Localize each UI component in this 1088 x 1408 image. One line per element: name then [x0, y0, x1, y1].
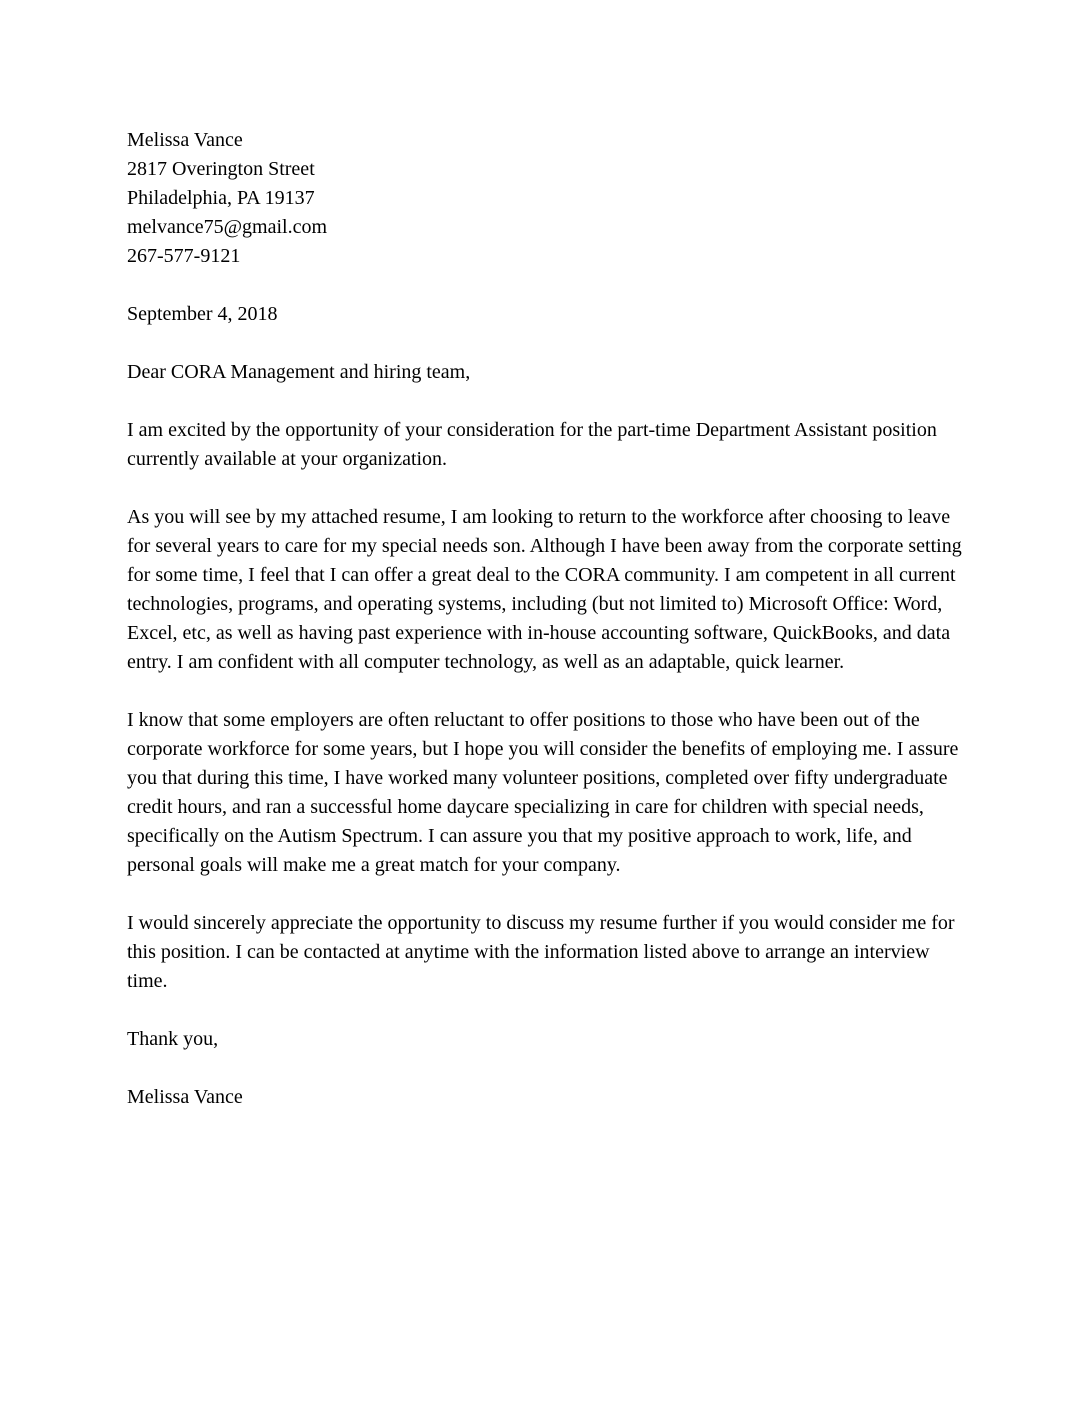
- body-paragraph-4: I would sincerely appreciate the opportunity to discuss my resume further if you would consider me for this position. I can be contacted at anytime with the information listed above to arrange an interview time.: [127, 912, 955, 992]
- sender-email: melvance75@gmail.com: [127, 216, 328, 238]
- sender-street: 2817 Overington Street: [127, 158, 315, 180]
- body-paragraph-3: I know that some employers are often reluctant to offer positions to those who have been out of the corporate workforce for some years, but I hope you will consider the benefits of employing me. I assure you that during this time, I have worked many volunteer positions, completed over fifty undergraduate credit hours, and ran a successful home daycare specializing in care for children with special needs, specifically on the Autism Spectrum. I can assure you that my positive approach to work, life, and personal goals will make me a great match for your company.: [127, 709, 959, 876]
- salutation: Dear CORA Management and hiring team,: [127, 361, 471, 383]
- cover-letter: [127, 126, 962, 1112]
- body-paragraph-1: I am excited by the opportunity of your consideration for the part-time Department Assistant position currently available at your organization.: [127, 419, 937, 470]
- body-paragraph-2: As you will see by my attached resume, I am looking to return to the workforce after choosing to leave for several years to care for my special needs son. Although I have been away from the corporate setting for some time, I feel that I can offer a great deal to the CORA community. I am competent in all current technologies, programs, and operating systems, including (but not limited to) Microsoft Office: Word, Excel, etc, as well as having past experience with in-house accounting software, QuickBooks, and data entry. I am confident with all computer technology, as well as an adaptable, quick learner.: [127, 506, 962, 673]
- sender-phone: 267-577-9121: [127, 245, 241, 267]
- signature-name: Melissa Vance: [127, 1086, 243, 1108]
- sender-city-state-zip: Philadelphia, PA 19137: [127, 187, 315, 209]
- closing: Thank you,: [127, 1028, 219, 1050]
- letter-date: September 4, 2018: [127, 303, 278, 325]
- sender-contact-block: [127, 126, 962, 271]
- sender-name: Melissa Vance: [127, 129, 243, 151]
